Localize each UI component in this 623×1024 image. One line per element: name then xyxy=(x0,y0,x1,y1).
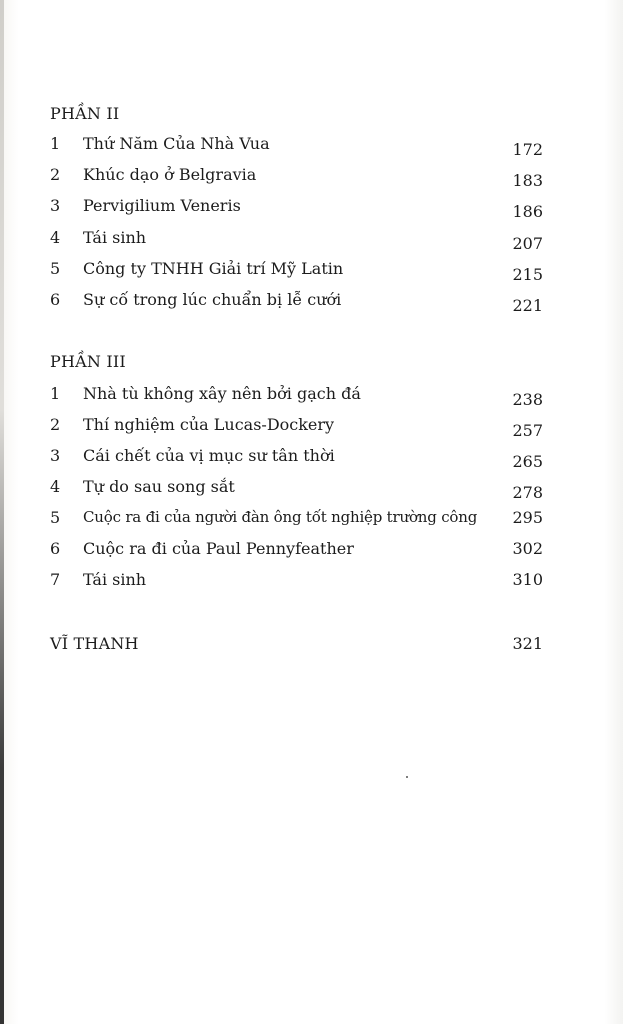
chapter-title: Khúc dạo ở Belgravia xyxy=(83,165,257,184)
print-speck xyxy=(406,776,408,778)
page-number: 207 xyxy=(512,234,543,253)
part-2-heading: PHẦN II xyxy=(50,104,120,123)
toc-entry xyxy=(50,259,543,287)
chapter-title: Thứ Năm Của Nhà Vua xyxy=(83,134,270,153)
toc-entry xyxy=(50,415,543,443)
toc-entry xyxy=(50,134,543,162)
page-number: 221 xyxy=(512,296,543,315)
toc-entry xyxy=(50,570,543,598)
toc-entry xyxy=(50,290,543,318)
epilogue-heading: VĨ THANH xyxy=(50,634,139,653)
page-number: 295 xyxy=(512,508,543,527)
chapter-number: 6 xyxy=(50,539,61,558)
part-3-heading: PHẦN III xyxy=(50,352,126,371)
chapter-title: Cuộc ra đi của Paul Pennyfeather xyxy=(83,539,354,558)
page-number: 183 xyxy=(512,171,543,190)
chapter-number: 5 xyxy=(50,508,61,527)
toc-epilogue xyxy=(50,634,543,658)
page-number: 302 xyxy=(512,539,543,558)
chapter-title: Công ty TNHH Giải trí Mỹ Latin xyxy=(83,259,344,278)
chapter-title: Cuộc ra đi của người đàn ông tốt nghiệp trường công xyxy=(83,508,478,526)
chapter-number: 1 xyxy=(50,384,61,403)
chapter-number: 3 xyxy=(50,446,61,465)
page-number: 238 xyxy=(512,390,543,409)
chapter-title: Sự cố trong lúc chuẩn bị lễ cưới xyxy=(83,290,342,309)
page-edge-shadow xyxy=(0,0,4,1024)
chapter-number: 6 xyxy=(50,290,61,309)
page-number: 265 xyxy=(512,452,543,471)
chapter-number: 7 xyxy=(50,570,61,589)
chapter-title: Nhà tù không xây nên bởi gạch đá xyxy=(83,384,361,403)
page-number: 257 xyxy=(512,421,543,440)
chapter-title: Tái sinh xyxy=(83,570,147,589)
page-number: 278 xyxy=(512,483,543,502)
toc-entry xyxy=(50,446,543,474)
toc-entry xyxy=(50,228,543,256)
chapter-title: Tái sinh xyxy=(83,228,147,247)
chapter-number: 5 xyxy=(50,259,61,278)
toc-entry xyxy=(50,539,543,567)
toc-entry xyxy=(50,508,543,536)
page-number: 186 xyxy=(512,202,543,221)
toc-entry xyxy=(50,384,543,412)
page-number: 321 xyxy=(512,634,543,653)
chapter-number: 4 xyxy=(50,228,61,247)
chapter-title: Tự do sau song sắt xyxy=(83,477,235,496)
chapter-number: 1 xyxy=(50,134,61,153)
page-number: 172 xyxy=(512,140,543,159)
toc-entry xyxy=(50,477,543,505)
toc-entry xyxy=(50,196,543,224)
chapter-title: Thí nghiệm của Lucas-Dockery xyxy=(83,415,335,434)
chapter-number: 4 xyxy=(50,477,61,496)
chapter-title: Cái chết của vị mục sư tân thời xyxy=(83,446,335,465)
page-number: 310 xyxy=(512,570,543,589)
page-number: 215 xyxy=(512,265,543,284)
chapter-number: 3 xyxy=(50,196,61,215)
chapter-title: Pervigilium Veneris xyxy=(83,196,241,215)
toc-entry xyxy=(50,165,543,193)
chapter-number: 2 xyxy=(50,415,61,434)
chapter-number: 2 xyxy=(50,165,61,184)
